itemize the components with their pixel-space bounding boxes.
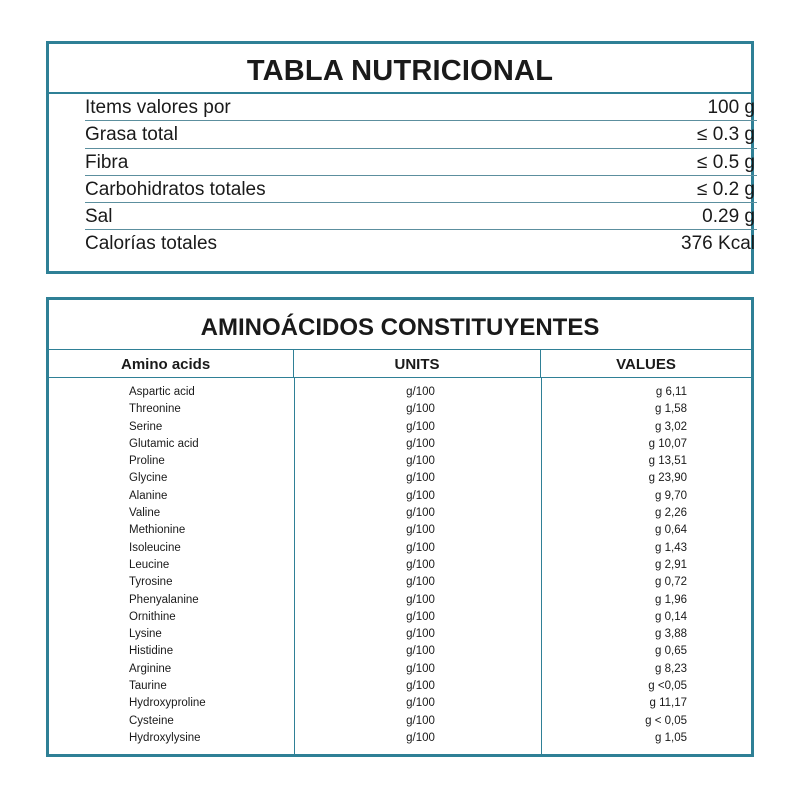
amino-unit: g/100	[406, 731, 435, 744]
amino-value: g <0,05	[648, 680, 687, 693]
column-divider	[541, 378, 542, 754]
amino-name: Arginine	[129, 662, 172, 675]
amino-unit: g/100	[406, 610, 435, 623]
nutrition-label: Sal	[85, 206, 113, 228]
nutrition-label: Grasa total	[85, 124, 178, 146]
amino-name: Threonine	[129, 403, 181, 416]
amino-value: g 23,90	[648, 472, 687, 485]
nutrition-value: ≤ 0.5 g	[697, 151, 755, 173]
amino-value: g 2,26	[655, 507, 687, 520]
amino-row	[49, 643, 751, 660]
amino-row	[49, 574, 751, 591]
amino-row	[49, 384, 751, 401]
nutrition-row	[85, 203, 757, 230]
amino-name: Serine	[129, 420, 163, 433]
amino-name: Ornithine	[129, 610, 176, 623]
amino-row	[49, 540, 751, 557]
nutrition-row	[85, 176, 757, 203]
amino-value: g 11,17	[649, 697, 687, 710]
amino-unit: g/100	[406, 714, 435, 727]
amino-name: Hydroxylysine	[129, 731, 201, 744]
nutrition-label: Carbohidratos totales	[85, 178, 266, 200]
amino-value: g < 0,05	[645, 714, 687, 727]
amino-unit: g/100	[406, 420, 435, 433]
amino-value: g 6,11	[655, 386, 687, 398]
header-amino-acids: Amino acids	[49, 350, 294, 377]
amino-row	[49, 661, 751, 678]
amino-header-row	[49, 350, 751, 378]
amino-acids-table	[46, 297, 754, 757]
amino-value: g 2,91	[655, 558, 687, 571]
amino-name: Valine	[129, 507, 161, 520]
amino-value: g 1,96	[655, 593, 687, 606]
amino-name: Methionine	[129, 524, 186, 537]
amino-row	[49, 730, 751, 747]
amino-value: g 9,70	[655, 489, 687, 502]
amino-row	[49, 401, 751, 418]
amino-row	[49, 626, 751, 643]
nutrition-value: 100 g	[707, 97, 755, 118]
amino-name: Leucine	[129, 558, 170, 571]
amino-unit: g/100	[406, 645, 435, 658]
amino-name: Histidine	[129, 645, 174, 658]
amino-row	[49, 419, 751, 436]
nutrition-value: ≤ 0.2 g	[697, 178, 755, 200]
amino-unit: g/100	[406, 472, 435, 485]
amino-unit: g/100	[406, 576, 435, 589]
amino-unit: g/100	[406, 541, 435, 554]
nutrition-rows	[49, 94, 755, 258]
amino-row	[49, 436, 751, 453]
amino-rows	[49, 378, 751, 747]
amino-row	[49, 695, 751, 712]
nutrition-label: Calorías totales	[85, 233, 218, 255]
amino-unit: g/100	[406, 593, 435, 606]
amino-unit: g/100	[406, 680, 435, 693]
amino-name: Phenyalanine	[129, 593, 199, 606]
nutrition-label: Fibra	[85, 151, 129, 173]
amino-unit: g/100	[406, 558, 435, 571]
nutrition-value: ≤ 0.3 g	[697, 124, 755, 146]
amino-value: g 0,14	[655, 610, 687, 623]
amino-name: Alanine	[129, 489, 168, 502]
nutrition-row	[85, 230, 757, 257]
amino-value: g 3,88	[655, 628, 687, 641]
amino-value: g 0,65	[655, 645, 687, 658]
header-units: UNITS	[294, 350, 541, 377]
amino-name: Proline	[129, 455, 165, 468]
amino-row	[49, 505, 751, 522]
amino-value: g 0,72	[655, 576, 687, 589]
amino-row	[49, 557, 751, 574]
amino-row	[49, 678, 751, 695]
amino-value: g 13,51	[648, 455, 687, 468]
nutrition-row	[85, 94, 757, 121]
amino-unit: g/100	[406, 489, 435, 502]
amino-name: Glycine	[129, 472, 168, 485]
amino-unit: g/100	[406, 386, 435, 398]
amino-name: Cysteine	[129, 714, 174, 727]
column-divider	[294, 378, 295, 754]
amino-name: Tyrosine	[129, 576, 173, 589]
amino-unit: g/100	[406, 524, 435, 537]
header-values: VALUES	[616, 356, 676, 373]
nutrition-row	[85, 121, 757, 148]
amino-row	[49, 488, 751, 505]
amino-value: g 1,43	[655, 541, 687, 554]
amino-value: g 0,64	[655, 524, 687, 537]
amino-row	[49, 713, 751, 730]
amino-unit: g/100	[406, 628, 435, 641]
amino-value: g 3,02	[655, 420, 687, 433]
amino-value: g 10,07	[648, 437, 687, 450]
amino-name: Aspartic acid	[129, 386, 195, 398]
nutrition-value: 376 Kcal	[681, 233, 755, 255]
amino-value: g 8,23	[655, 662, 687, 675]
amino-unit: g/100	[406, 403, 435, 416]
amino-name: Lysine	[129, 628, 162, 641]
nutrition-table	[46, 41, 754, 274]
amino-unit: g/100	[406, 697, 435, 710]
amino-value: g 1,05	[655, 731, 687, 744]
amino-row	[49, 470, 751, 487]
amino-name: Taurine	[129, 680, 167, 693]
nutrition-label: Items valores por	[85, 97, 231, 118]
amino-unit: g/100	[406, 437, 435, 450]
amino-row	[49, 522, 751, 539]
amino-row	[49, 592, 751, 609]
amino-name: Glutamic acid	[129, 437, 199, 450]
amino-table-title: AMINOÁCIDOS CONSTITUYENTES	[49, 300, 751, 350]
nutrition-row	[85, 149, 757, 176]
nutrition-table-title: TABLA NUTRICIONAL	[49, 44, 751, 94]
amino-name: Hydroxyproline	[129, 697, 206, 710]
amino-table-body	[49, 378, 751, 754]
nutrition-value: 0.29 g	[702, 206, 755, 228]
amino-unit: g/100	[406, 455, 435, 468]
amino-unit: g/100	[406, 507, 435, 520]
amino-row	[49, 453, 751, 470]
amino-value: g 1,58	[655, 403, 687, 416]
amino-row	[49, 609, 751, 626]
amino-name: Isoleucine	[129, 541, 181, 554]
amino-unit: g/100	[406, 662, 435, 675]
